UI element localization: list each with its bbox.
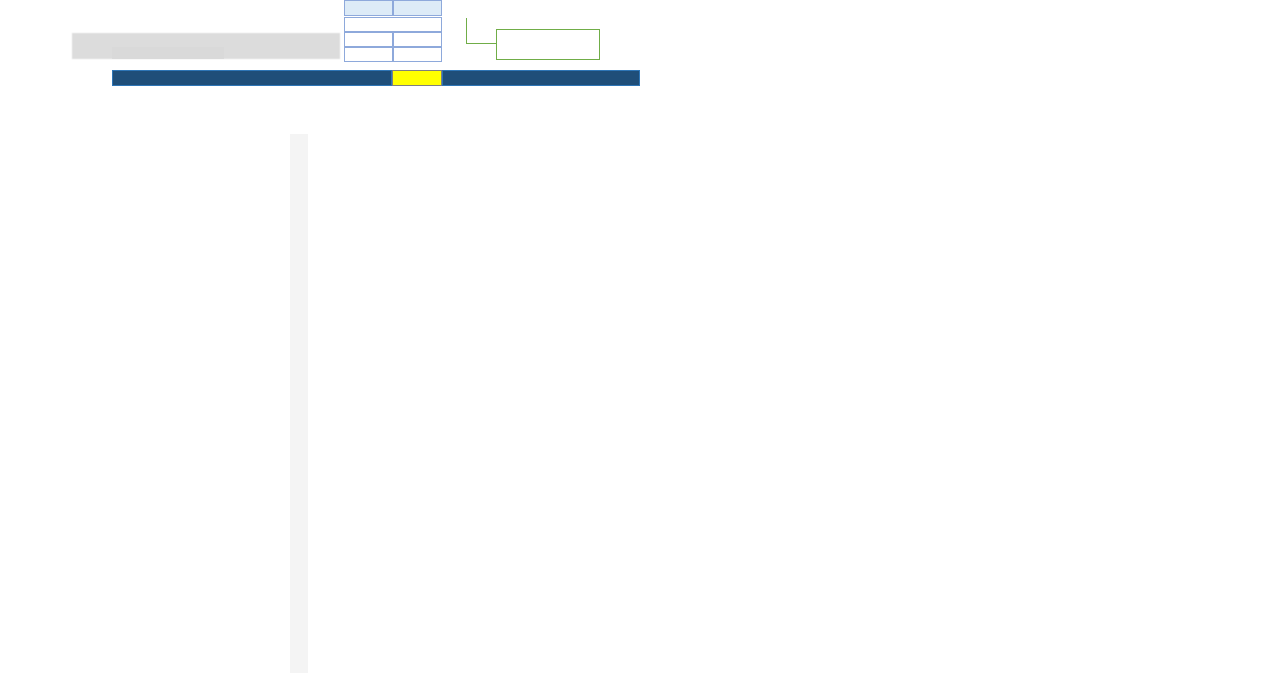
callout-leader-line [466, 18, 498, 44]
redacted-names-block-2 [112, 47, 224, 59]
zoom-help-callout [496, 29, 600, 60]
end-date-header [393, 32, 442, 47]
workload-total-label [442, 70, 640, 86]
zoom-instruction-label [112, 70, 392, 86]
zoom-value-input[interactable] [392, 70, 442, 86]
frozen-pane-shading [290, 134, 308, 673]
start-date-value[interactable] [344, 47, 393, 62]
project-duration-prompt [344, 17, 442, 32]
project-start-date-cell[interactable] [344, 0, 393, 16]
project-end-date-cell[interactable] [393, 0, 442, 16]
start-date-header [344, 32, 393, 47]
sheet-header [0, 0, 1280, 62]
end-date-value[interactable] [393, 47, 442, 62]
